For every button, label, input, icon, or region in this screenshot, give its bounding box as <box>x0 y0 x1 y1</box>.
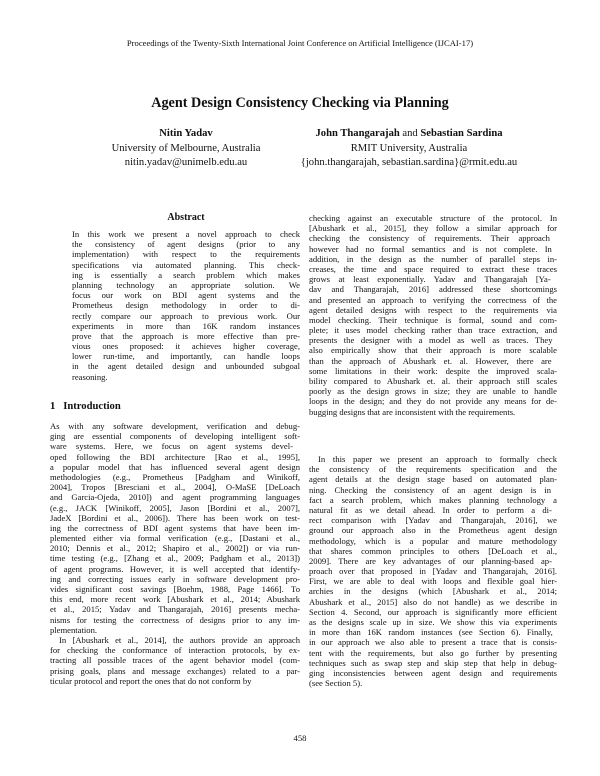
text-line: Prometheus design methodology in order to di- <box>72 300 300 311</box>
text-line: ging are essential components of developing intelligent soft- <box>50 431 300 442</box>
text-line: methodology, which is a popular and mature methodology <box>309 535 557 546</box>
text-line: 2009]. There are key advantages of our planning-based ap- <box>309 555 552 566</box>
text-line: planning technology an appropriate solution. We <box>72 279 300 290</box>
text-line: and presented an approach to verifying the correctness of the <box>309 294 557 305</box>
text-line: grows at least exponentially. Yadav and Thangarajah [Ya- <box>309 274 551 285</box>
text-line: proach over that proposed in [Yadav and Thangarajah, 2016]. <box>309 566 557 577</box>
text-line: creases, the time and space required to extract these traces <box>309 263 557 274</box>
paper-title: Agent Design Consistency Checking via Planning <box>151 95 449 111</box>
proceedings-header: Proceedings of the Twenty-Sixth International Joint Conference on Artificial Intelligence (IJCAI-17) <box>126 38 474 48</box>
text-line: et al., 2015; Yadav and Thangarajah, 2016] presents mecha- <box>50 604 300 615</box>
text-line: dav and Thangarajah, 2016] addressed these shortcomings <box>309 284 557 295</box>
author-email: {john.thangarajah, sebastian.sardina}@rmit.edu.au <box>300 157 518 168</box>
text-line: vides significant cost savings [Boehm, 1988, Page 1466]. To <box>50 584 300 594</box>
author-affiliation: University of Melbourne, Australia <box>111 142 261 154</box>
text-line: fact a search problem, which makes planning technology a <box>309 494 557 505</box>
text-line: techniques such as swap step and skip step that help in debug- <box>309 657 557 668</box>
text-line: plemented either via formal verification (e.g., [Dastani et al., <box>50 533 300 544</box>
text-line: than the approach of Abushark et. al. However, there are <box>309 355 552 366</box>
text-line: experiments in more than 16K random instances <box>72 320 300 331</box>
text-line: in the agent detailed design and unbounded subgoal <box>72 361 300 372</box>
text-line: presents the designer with a model as well as traces. They <box>309 335 553 346</box>
text-line: agent detailed designs with respect to the requirements via <box>309 304 557 315</box>
text-line: First, we are able to deal with loops and flexible goal hier- <box>309 576 557 587</box>
text-line: ground our approach also in the Prometheus agent design <box>309 525 557 536</box>
text-line: ing and correcting issues early in software development pro- <box>50 573 300 584</box>
text-line: plementation. <box>50 624 98 635</box>
text-line: archies in the designs (which [Abushark et al., 2014; <box>309 586 557 597</box>
text-line: in more than 16K random instances (see Section 6). Finally, <box>309 627 553 638</box>
text-line: In this paper we present an approach to formally check <box>318 454 557 464</box>
text-line: checking against an executable structure of the protocol. In <box>309 213 557 223</box>
text-line: however had no formal semantics and is not complete. In <box>309 243 552 254</box>
abstract-body <box>72 229 300 382</box>
text-line: 2004], Tropos [Bresciani et al., 2004], O-MaSE [DeLoach <box>50 482 300 493</box>
text-line: also empirically show that their approach is more scalable <box>309 345 557 356</box>
text-line: vious ones proposed: it achieves higher coverage, <box>72 341 300 352</box>
text-line: agent details at the design stage based on automated plan- <box>309 474 557 485</box>
author-name: Sebastian Sardina <box>420 128 503 139</box>
text-line: prising goals, plans and message exchanges) related to a par- <box>50 665 300 676</box>
text-line: rect comparison with [Yadav and Thangarajah, 2016], we <box>309 515 557 526</box>
text-line: ware systems. Here, we focus on agent systems devel- <box>50 441 293 452</box>
section-heading: 1 Introduction <box>50 401 121 412</box>
text-line: lower run-time, and importantly, can handle loops <box>72 351 300 362</box>
text-line: plete; it uses model checking rather than trace extraction, and <box>309 325 557 336</box>
page-number: 458 <box>293 733 307 743</box>
text-line: methodologies (e.g., Prometheus [Padgham and Winikoff, <box>50 471 300 482</box>
text-line: nisms for testing the correctness of designs prior to any im- <box>50 614 300 625</box>
text-line: addition, in the design as the number of parallel steps in- <box>309 253 557 264</box>
text-line: in our approach we also able to present a trace that is consis- <box>309 637 557 648</box>
text-line: some limitations in their work: despite the improved scala- <box>309 365 557 376</box>
text-line: Section 4. Second, our approach is significantly more efficient <box>309 606 557 617</box>
text-line: specifications via automated planning. This check- <box>72 259 300 270</box>
text-line: [Abushark et al., 2015], they follow a similar approach for <box>309 223 557 234</box>
text-line: time testing (e.g., [Zhang et al., 2009; Padgham et al., 2013]) <box>50 553 300 564</box>
intro-left-column <box>50 421 300 686</box>
author-name: Nitin Yadav <box>159 128 213 139</box>
author-email: nitin.yadav@unimelb.edu.au <box>124 157 248 168</box>
text-line: natural fit as we detail ahead. In order to perform a di- <box>309 504 552 515</box>
text-line: ging inconsistencies between agent design and requirements <box>309 667 557 678</box>
text-line: as the designs scale up in size. We show this via experiments <box>309 617 557 627</box>
text-line: ing the correctness of BDI agent systems that have been im- <box>50 522 300 533</box>
text-line: As with any software development, verification and debug- <box>50 421 300 431</box>
text-line: Abushark et al., 2015] also do not handle) as we describe in <box>309 596 557 607</box>
text-line: ticular protocol and report the ones that do not conform by <box>50 675 252 686</box>
intro-right-column-bottom <box>309 454 557 688</box>
text-line: the consistency of the requirements specification and the <box>309 464 557 475</box>
text-line: reasoning. <box>72 371 108 382</box>
text-line: poorly as the design grows in size; they are unable to handle <box>309 386 557 397</box>
text-line: oped following the BDI architecture [Rao et al., 1995], <box>50 451 300 462</box>
text-line: 2010; Dennis et al., 2012; Shapiro et al., 2002]) or via run- <box>50 543 300 554</box>
text-line: of agent programs. However, it is well accepted that identify- <box>50 563 300 574</box>
text-line: (see Section 5). <box>309 678 363 689</box>
text-line: rectly compare our approach to previous work. Our <box>72 310 300 321</box>
text-line: the consistency of agent designs (prior to any <box>72 239 300 250</box>
text-line: a popular model that has influenced several agent design <box>50 461 300 472</box>
text-line: JadeX [Bordini et al., 2006]). There has been work on test- <box>50 512 300 523</box>
author-name: John Thangarajah <box>315 128 400 139</box>
author-block-2 <box>275 127 543 171</box>
text-line: tent with the requirements, but also go further by presenting <box>309 647 557 658</box>
text-line: ning. Checking the consistency of an agent design is in <box>309 484 552 495</box>
text-line: implementation) with respect to the requirements <box>72 249 300 260</box>
text-line: and Garcia-Ojeda, 2010]) and agent programming languages <box>50 492 300 503</box>
text-line: loops in the design; and they do not provide any means for de- <box>309 396 557 407</box>
abstract-heading: Abstract <box>167 212 205 223</box>
text-line: ing is essentially a search problem which makes <box>72 269 300 280</box>
author-affiliation: RMIT University, Australia <box>350 142 468 154</box>
text-line: (e.g., JACK [Winikoff, 2005], Jason [Bordini et al., 2007], <box>50 502 300 513</box>
text-line: this end, more recent work [Abushark et al., 2014; Abushark <box>50 594 300 605</box>
author-block-1 <box>96 127 276 171</box>
intro-right-column-top <box>309 213 557 417</box>
text-line: prove that the approach is more effective than pre- <box>72 330 300 341</box>
text-line: tracting all possible traces of the agent behavior model (com- <box>50 655 300 666</box>
text-line: bility compared to Abushark et. al. their approach still scales <box>309 376 557 386</box>
text-line: In [Abushark et al., 2014], the authors provide an approach <box>59 634 300 645</box>
text-line: model checking. Their technique is formal, sound and com- <box>309 314 557 325</box>
text-line: for checking the conformance of interaction protocols, by ex- <box>50 645 300 656</box>
text-line: bugging designs that are inconsistent with the requirements. <box>309 406 516 417</box>
text-line: In this work we present a novel approach to check <box>72 229 300 239</box>
text-line: checking the consistency of requirements. Their approach <box>309 233 550 244</box>
text-line: focus our work on BDI agent systems and the <box>72 290 300 301</box>
author-and: and <box>399 128 421 139</box>
text-line: that shares common principles to others [DeLoach et al., <box>309 545 557 556</box>
